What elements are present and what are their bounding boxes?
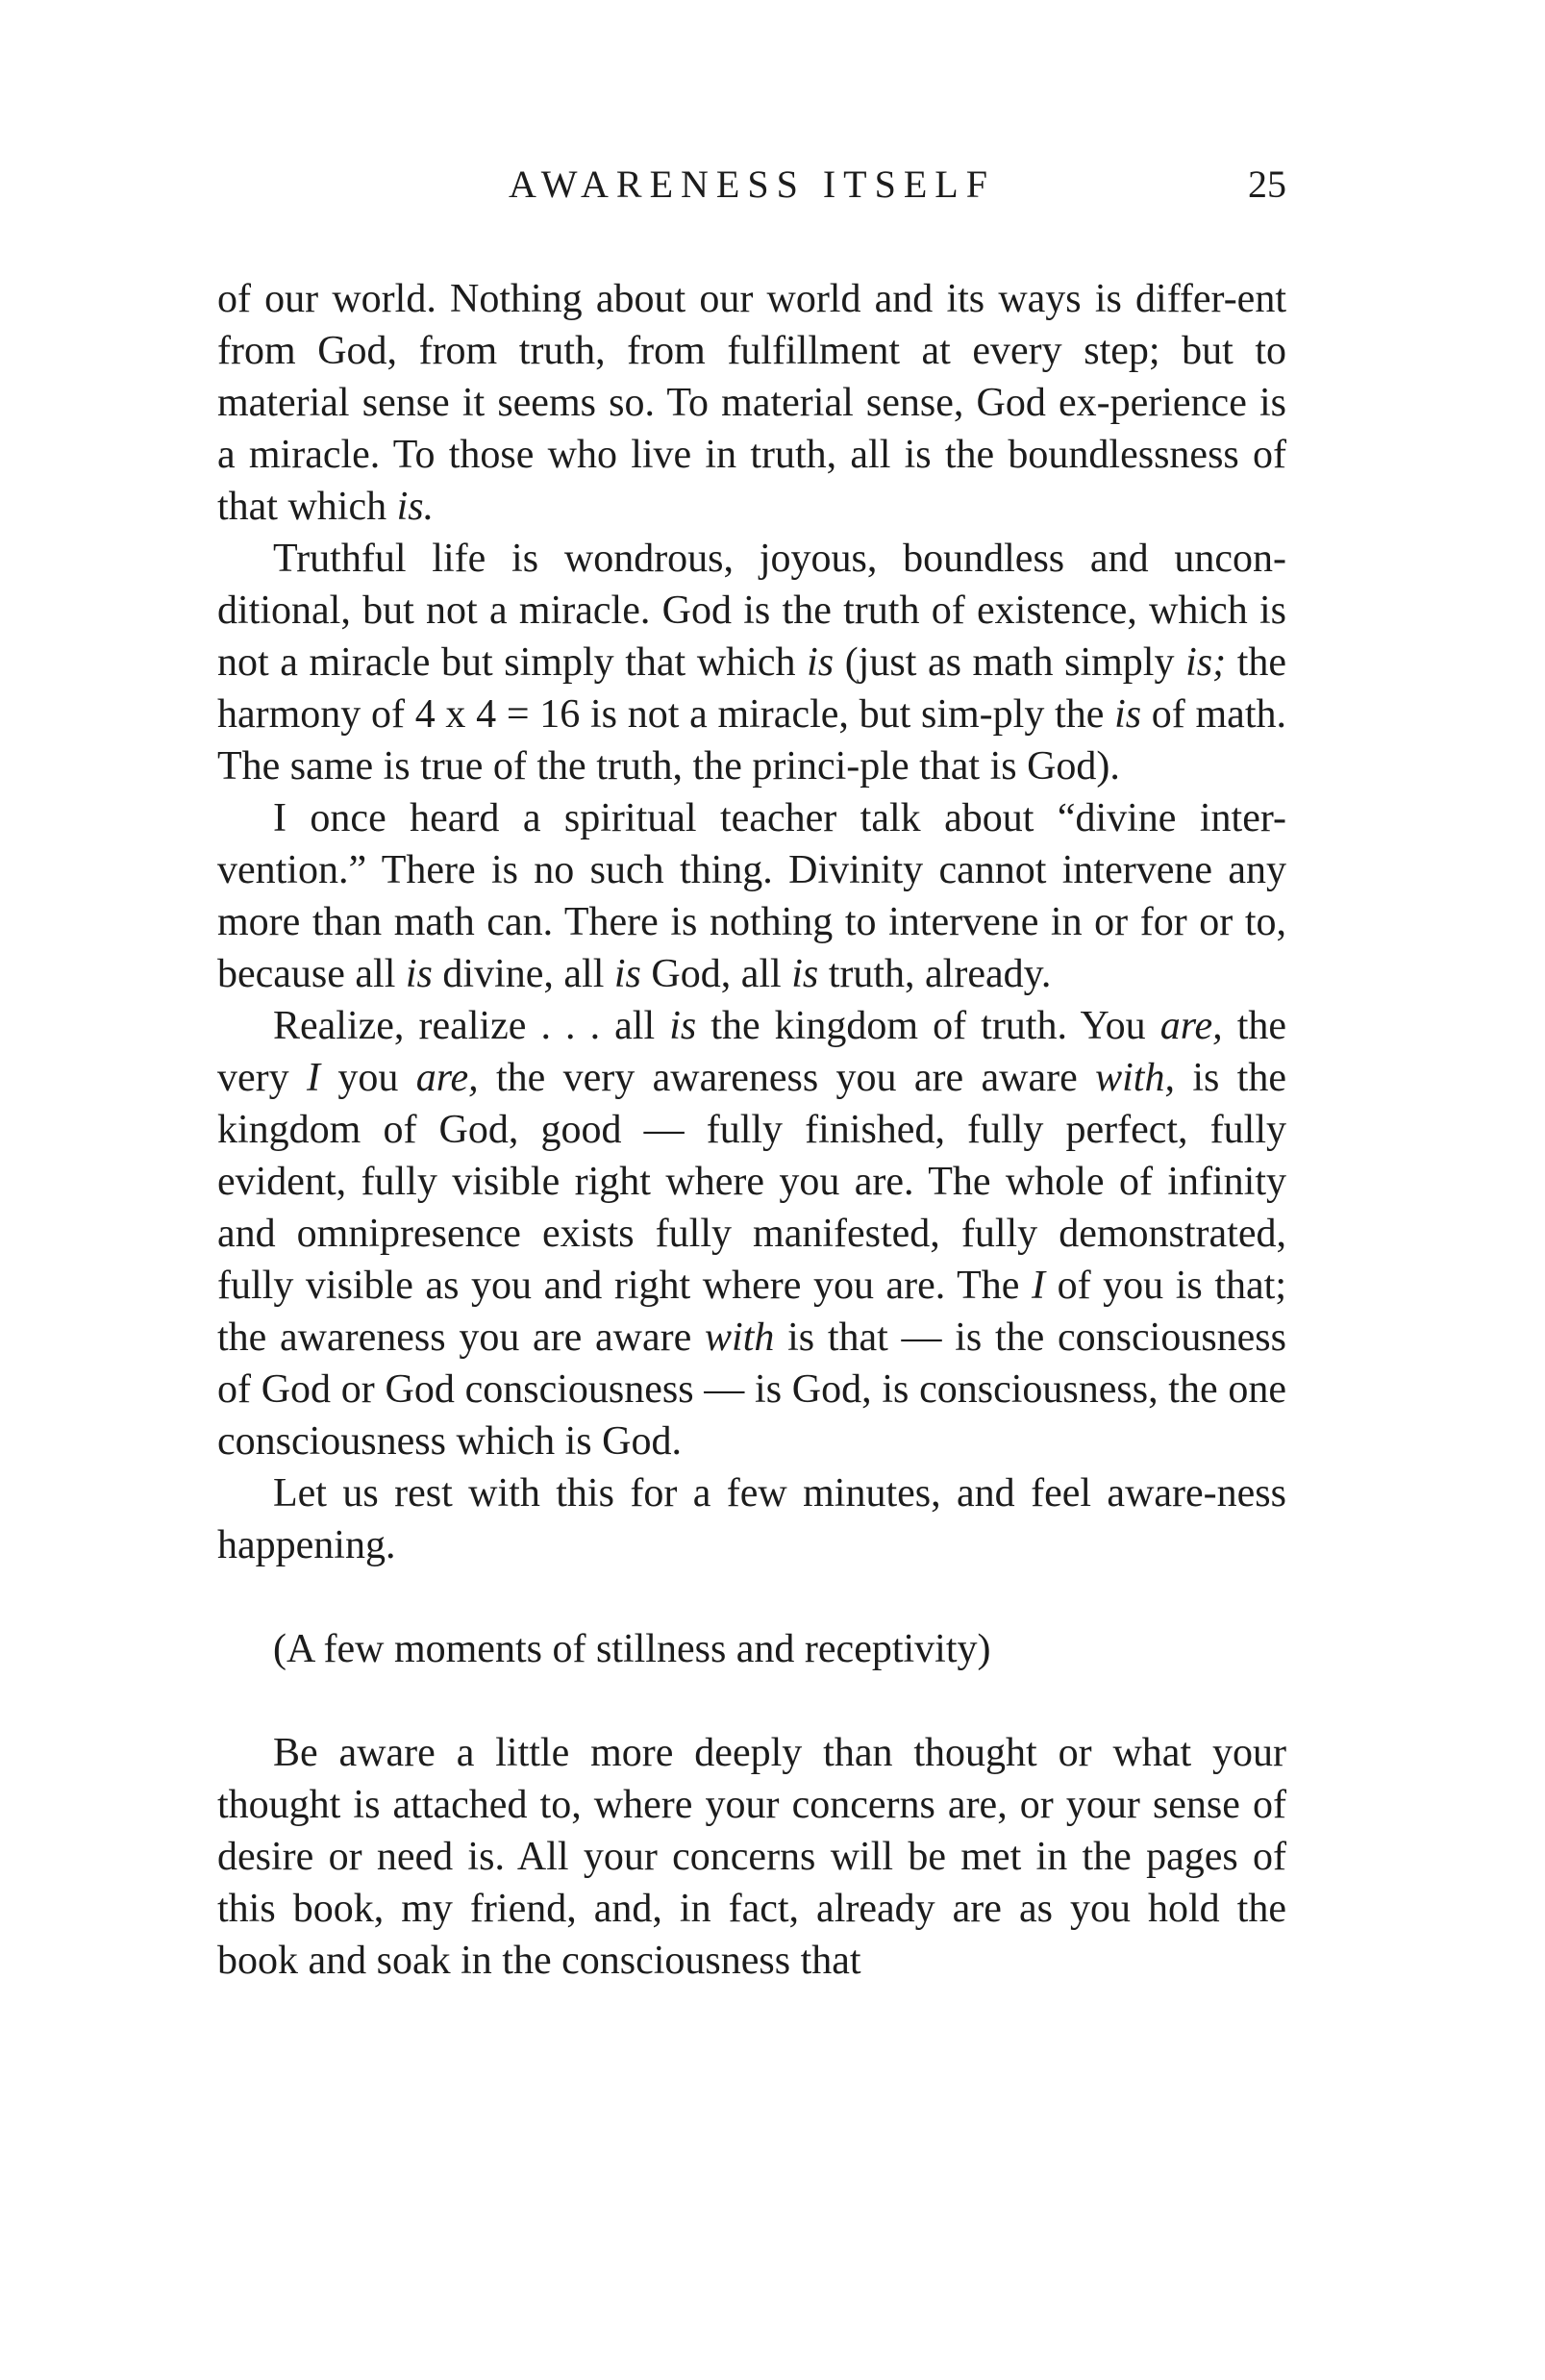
paragraph xyxy=(217,1727,1286,1987)
emphasis-run: is xyxy=(1114,692,1142,737)
emphasis-run: is xyxy=(613,952,641,996)
text-run: Truthful life is wondrous, joyous, boundless and uncon-ditional, but not a miracle. God is the truth of existence, which is not a miracle but simply that which xyxy=(217,537,1286,685)
text-run: is that — is the consciousness of God or God consciousness — is God, is consciousness, the one consciousness which is God. xyxy=(217,1315,1286,1464)
text-run: the harmony of 4 x 4 = 16 is not a miracle, but sim-ply the xyxy=(217,640,1287,737)
emphasis-run: are, xyxy=(1159,1004,1223,1048)
paragraph xyxy=(217,1000,1286,1467)
running-head: AWARENESS ITSELF xyxy=(509,163,995,206)
emphasis-run: are, xyxy=(415,1056,479,1100)
paragraph xyxy=(217,1467,1286,1571)
paragraph xyxy=(217,792,1286,1000)
emphasis-run: is xyxy=(405,952,433,996)
emphasis-run: with xyxy=(705,1315,775,1360)
text-run: Realize, realize . . . all xyxy=(273,1004,670,1048)
text-run: of math. The same is true of the truth, the princi-ple that is God). xyxy=(217,692,1286,789)
text-run: I once heard a spiritual teacher talk about “divine inter-vention.” There is no such thing. Divinity cannot intervene any more than math can. There is nothing to intervene in or for or to, because all xyxy=(217,796,1286,996)
emphasis-run: is xyxy=(669,1004,697,1048)
text-run: divine, all xyxy=(432,952,614,996)
emphasis-run: is xyxy=(791,952,819,996)
page-number: 25 xyxy=(1248,163,1286,206)
paragraph xyxy=(217,533,1286,792)
text-run: the very xyxy=(217,1004,1287,1100)
text-run: (just as math simply xyxy=(834,640,1186,685)
body-text xyxy=(217,273,1286,1987)
text-run: is the kingdom of God, good — fully finished, fully perfect, fully evident, fully visible right where you are. The whole of infinity and omnipresence exists fully manifested, fully demonstrated, fully visible as you and right where you are. The xyxy=(217,1056,1286,1308)
stage-direction xyxy=(217,1623,1286,1675)
text-run: truth, already. xyxy=(818,952,1052,996)
emphasis-run: I xyxy=(1032,1264,1046,1308)
emphasis-run: is xyxy=(807,640,835,685)
emphasis-run: is; xyxy=(1185,640,1227,685)
text-run: Be aware a little more deeply than thought or what your thought is attached to, where your concerns are, or your sense of desire or need is. All your concerns will be met in the pages of this book, my friend, and, in fact, already are as you hold the book and soak in the consciousness that xyxy=(217,1731,1286,1983)
text-run: of you is that; the awareness you are aware xyxy=(217,1264,1286,1360)
text-run: God, all xyxy=(640,952,792,996)
text-run: the kingdom of truth. You xyxy=(696,1004,1160,1048)
page-header xyxy=(217,162,1286,208)
text-run: the very awareness you are aware xyxy=(478,1056,1096,1100)
emphasis-run: with, xyxy=(1095,1056,1175,1100)
emphasis-run: is. xyxy=(396,485,435,529)
text-run: (A few moments of stillness and receptivity) xyxy=(273,1627,991,1671)
text-run: Let us rest with this for a few minutes, and feel aware-ness happening. xyxy=(217,1471,1286,1567)
text-run: you xyxy=(319,1056,416,1100)
text-run: of our world. Nothing about our world and its ways is differ-ent from God, from truth, from fulfillment at every step; but to material sense it seems so. To material sense, God ex-perience is a miracle. To those who live in truth, all is the boundlessness of that which xyxy=(217,277,1286,529)
emphasis-run: I xyxy=(306,1056,320,1100)
paragraph xyxy=(217,273,1286,533)
